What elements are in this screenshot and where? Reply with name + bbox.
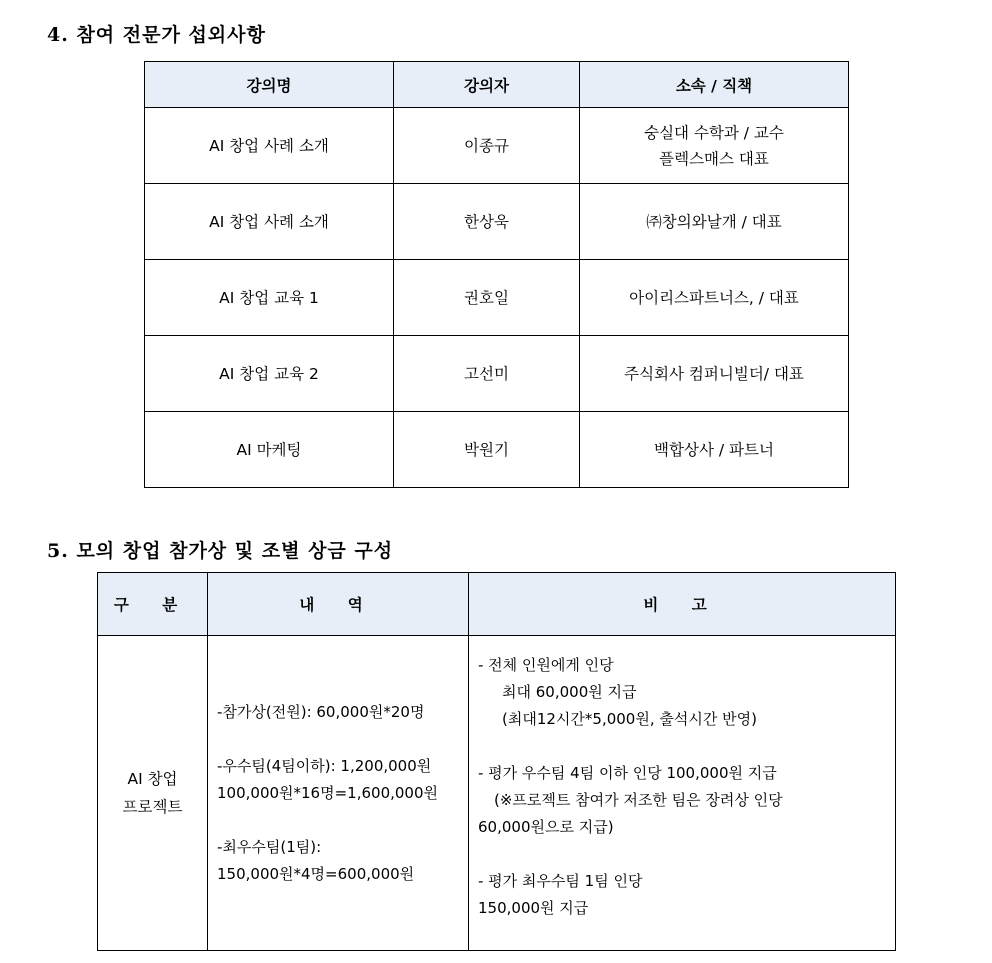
- table-row: [145, 184, 849, 260]
- excellent-team-prize: -우수팀(4팀이하): 1,200,000원: [217, 756, 432, 775]
- lecturer-cell: 박원기: [394, 412, 580, 488]
- participation-prize: -참가상(전원): 60,000원*20명: [217, 702, 425, 721]
- table-row: [145, 412, 849, 488]
- affiliation-line: 플렉스매스 대표: [659, 149, 769, 168]
- affiliation-cell: ㈜창의와날개 / 대표: [580, 184, 849, 260]
- table-row: [145, 260, 849, 336]
- lecturer-cell: 이종규: [394, 108, 580, 184]
- lecturer-cell: 고선미: [394, 336, 580, 412]
- details-cell: [208, 636, 469, 951]
- affiliation-cell: 백합상사 / 파트너: [580, 412, 849, 488]
- affiliation-line: 숭실대 수학과 / 교수: [644, 123, 784, 142]
- header-details: 내 역: [208, 573, 469, 636]
- best-team-calc: 150,000원*4명=600,000원: [217, 864, 415, 883]
- section4-heading: 4. 참여 전문가 섭외사항: [47, 24, 266, 46]
- lecturer-cell: 한상욱: [394, 184, 580, 260]
- notes-cell: [469, 636, 896, 951]
- section5-heading: 5. 모의 창업 참가상 및 조별 상금 구성: [47, 540, 394, 562]
- note-line: (최대12시간*5,000원, 출석시간 반영): [502, 710, 757, 728]
- note-line: 60,000원으로 지급): [478, 818, 614, 836]
- affiliation-cell: 주식회사 컴퍼니빌더/ 대표: [580, 336, 849, 412]
- header-lecturer: 강의자: [394, 62, 580, 108]
- affiliation-cell: [580, 108, 849, 184]
- note-line: - 전체 인원에게 인당: [478, 656, 614, 674]
- lecture-cell: AI 창업 교육 1: [145, 260, 394, 336]
- header-affiliation: 소속 / 직책: [580, 62, 849, 108]
- table-header-row: [145, 62, 849, 108]
- expert-table: [144, 61, 849, 488]
- header-notes: 비 고: [469, 573, 896, 636]
- table-header-row: [98, 573, 896, 636]
- table-row: [145, 108, 849, 184]
- affiliation-cell: 아이리스파트너스, / 대표: [580, 260, 849, 336]
- lecture-cell: AI 창업 사례 소개: [145, 108, 394, 184]
- note-line: (※프로젝트 참여가 저조한 팀은 장려상 인당: [494, 791, 783, 809]
- table-row: [98, 636, 896, 951]
- header-lecture: 강의명: [145, 62, 394, 108]
- best-team-prize: -최우수팀(1팀):: [217, 837, 322, 856]
- lecture-cell: AI 창업 사례 소개: [145, 184, 394, 260]
- table-row: [145, 336, 849, 412]
- category-cell: [98, 636, 208, 951]
- lecture-cell: AI 창업 교육 2: [145, 336, 394, 412]
- lecturer-cell: 권호일: [394, 260, 580, 336]
- note-line: 150,000원 지급: [478, 899, 589, 917]
- category-line: 프로젝트: [122, 798, 183, 816]
- header-category: 구 분: [98, 573, 208, 636]
- lecture-cell: AI 마케팅: [145, 412, 394, 488]
- excellent-team-calc: 100,000원*16명=1,600,000원: [217, 783, 438, 802]
- note-line: 최대 60,000원 지급: [502, 683, 637, 701]
- note-line: - 평가 우수팀 4팀 이하 인당 100,000원 지급: [478, 764, 777, 782]
- category-line: AI 창업: [127, 770, 178, 788]
- note-line: - 평가 최우수팀 1팀 인당: [478, 872, 643, 890]
- prize-table: [97, 572, 896, 951]
